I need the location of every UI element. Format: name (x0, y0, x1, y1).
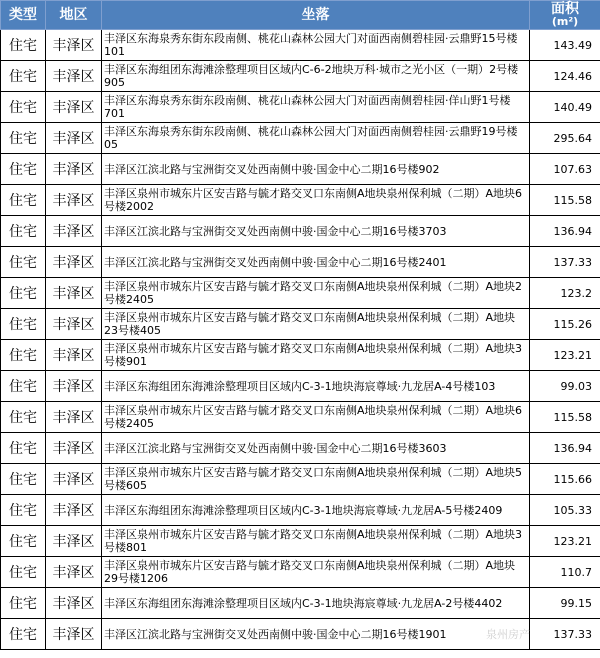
table-row (1, 495, 600, 526)
cell-district: 丰泽区 (46, 464, 102, 495)
cell-district: 丰泽区 (46, 185, 102, 216)
cell-district: 丰泽区 (46, 92, 102, 123)
table-row (1, 371, 600, 402)
cell-area: 115.66 (530, 464, 600, 495)
cell-area: 110.7 (530, 557, 600, 588)
cell-area: 136.94 (530, 216, 600, 247)
cell-area: 140.49 (530, 92, 600, 123)
cell-type: 住宅 (1, 185, 46, 216)
cell-type: 住宅 (1, 557, 46, 588)
cell-district: 丰泽区 (46, 340, 102, 371)
cell-district: 丰泽区 (46, 309, 102, 340)
cell-district: 丰泽区 (46, 30, 102, 61)
cell-location: 丰泽区江滨北路与宝洲街交叉处西南侧中骏·国金中心二期16号楼2401 (102, 247, 530, 278)
cell-area: 99.03 (530, 371, 600, 402)
header-type: 类型 (1, 1, 46, 30)
table-row (1, 30, 600, 61)
cell-location: 丰泽区江滨北路与宝洲街交叉处西南侧中骏·国金中心二期16号楼3703 (102, 216, 530, 247)
cell-district: 丰泽区 (46, 619, 102, 650)
cell-district: 丰泽区 (46, 402, 102, 433)
table-row (1, 557, 600, 588)
table-row (1, 216, 600, 247)
header-row (1, 1, 600, 30)
cell-location: 丰泽区东海组团东海滩涂整理项目区域内C-3-1地块海宸尊域·九龙居A-2号楼4402 (102, 588, 530, 619)
cell-location: 丰泽区江滨北路与宝洲街交叉处西南侧中骏·国金中心二期16号楼1901 (102, 619, 530, 650)
cell-location: 丰泽区泉州市城东片区安吉路与毓才路交叉口东南侧A地块泉州保利城（二期）A地块2号楼2405 (102, 278, 530, 309)
cell-location: 丰泽区泉州市城东片区安吉路与毓才路交叉口东南侧A地块泉州保利城（二期）A地块6号楼2002 (102, 185, 530, 216)
cell-location: 丰泽区泉州市城东片区安吉路与毓才路交叉口东南侧A地块泉州保利城（二期）A地块6号楼2405 (102, 402, 530, 433)
table-row (1, 309, 600, 340)
table-row (1, 123, 600, 154)
cell-location: 丰泽区泉州市城东片区安吉路与毓才路交叉口东南侧A地块泉州保利城（二期）A地块3号楼901 (102, 340, 530, 371)
cell-location: 丰泽区东海泉秀东街东段南侧、桃花山森林公园大门对面西南侧碧桂园·云鼎野15号楼101 (102, 30, 530, 61)
cell-district: 丰泽区 (46, 557, 102, 588)
cell-type: 住宅 (1, 92, 46, 123)
cell-type: 住宅 (1, 340, 46, 371)
cell-type: 住宅 (1, 433, 46, 464)
cell-district: 丰泽区 (46, 278, 102, 309)
table-row (1, 588, 600, 619)
cell-location: 丰泽区泉州市城东片区安吉路与毓才路交叉口东南侧A地块泉州保利城（二期）A地块3号楼801 (102, 526, 530, 557)
cell-area: 123.21 (530, 340, 600, 371)
cell-area: 115.26 (530, 309, 600, 340)
cell-type: 住宅 (1, 402, 46, 433)
cell-type: 住宅 (1, 588, 46, 619)
cell-district: 丰泽区 (46, 247, 102, 278)
header-area-label: 面积 (551, 1, 579, 17)
cell-area: 295.64 (530, 123, 600, 154)
table-row (1, 464, 600, 495)
table-row (1, 526, 600, 557)
cell-area: 136.94 (530, 433, 600, 464)
cell-district: 丰泽区 (46, 154, 102, 185)
cell-location: 丰泽区江滨北路与宝洲街交叉处西南侧中骏·国金中心二期16号楼902 (102, 154, 530, 185)
cell-area: 123.21 (530, 526, 600, 557)
table-row (1, 92, 600, 123)
table-row (1, 61, 600, 92)
cell-district: 丰泽区 (46, 526, 102, 557)
cell-type: 住宅 (1, 278, 46, 309)
header-area (530, 1, 600, 30)
cell-area: 115.58 (530, 185, 600, 216)
cell-area: 105.33 (530, 495, 600, 526)
header-location: 坐落 (102, 1, 530, 30)
cell-type: 住宅 (1, 619, 46, 650)
cell-area: 107.63 (530, 154, 600, 185)
cell-type: 住宅 (1, 123, 46, 154)
cell-location: 丰泽区泉州市城东片区安吉路与毓才路交叉口东南侧A地块泉州保利城（二期）A地块23号楼405 (102, 309, 530, 340)
table-row (1, 340, 600, 371)
cell-district: 丰泽区 (46, 123, 102, 154)
cell-district: 丰泽区 (46, 61, 102, 92)
table-row (1, 402, 600, 433)
cell-location: 丰泽区东海泉秀东街东段南侧、桃花山森林公园大门对面西南侧碧桂园·云鼎野19号楼05 (102, 123, 530, 154)
cell-district: 丰泽区 (46, 495, 102, 526)
cell-district: 丰泽区 (46, 588, 102, 619)
cell-district: 丰泽区 (46, 371, 102, 402)
cell-location: 丰泽区东海泉秀东街东段南侧、桃花山森林公园大门对面西南侧碧桂园·佯山野1号楼701 (102, 92, 530, 123)
cell-type: 住宅 (1, 216, 46, 247)
cell-location: 丰泽区泉州市城东片区安吉路与毓才路交叉口东南侧A地块泉州保利城（二期）A地块5号楼605 (102, 464, 530, 495)
cell-area: 99.15 (530, 588, 600, 619)
cell-location: 丰泽区泉州市城东片区安吉路与毓才路交叉口东南侧A地块泉州保利城（二期）A地块29号楼1206 (102, 557, 530, 588)
cell-area: 115.58 (530, 402, 600, 433)
cell-type: 住宅 (1, 309, 46, 340)
cell-area: 137.33 (530, 247, 600, 278)
header-district: 地区 (46, 1, 102, 30)
table-row (1, 185, 600, 216)
cell-area: 137.33 (530, 619, 600, 650)
cell-district: 丰泽区 (46, 433, 102, 464)
table-row (1, 433, 600, 464)
cell-location: 丰泽区东海组团东海滩涂整理项目区域内C-6-2地块万科·城市之光小区（一期）2号楼905 (102, 61, 530, 92)
cell-type: 住宅 (1, 247, 46, 278)
watermark: 泉州房产 (486, 628, 530, 641)
cell-district: 丰泽区 (46, 216, 102, 247)
cell-type: 住宅 (1, 526, 46, 557)
cell-type: 住宅 (1, 61, 46, 92)
cell-type: 住宅 (1, 371, 46, 402)
cell-type: 住宅 (1, 30, 46, 61)
header-area-unit: (m²) (551, 15, 579, 28)
cell-area: 123.2 (530, 278, 600, 309)
cell-type: 住宅 (1, 154, 46, 185)
cell-location: 丰泽区东海组团东海滩涂整理项目区域内C-3-1地块海宸尊域·九龙居A-5号楼2409 (102, 495, 530, 526)
table-row (1, 278, 600, 309)
cell-location: 丰泽区东海组团东海滩涂整理项目区域内C-3-1地块海宸尊域·九龙居A-4号楼103 (102, 371, 530, 402)
cell-location: 丰泽区江滨北路与宝洲街交叉处西南侧中骏·国金中心二期16号楼3603 (102, 433, 530, 464)
cell-area: 124.46 (530, 61, 600, 92)
table-row (1, 154, 600, 185)
table-row (1, 247, 600, 278)
cell-type: 住宅 (1, 495, 46, 526)
cell-type: 住宅 (1, 464, 46, 495)
cell-area: 143.49 (530, 30, 600, 61)
